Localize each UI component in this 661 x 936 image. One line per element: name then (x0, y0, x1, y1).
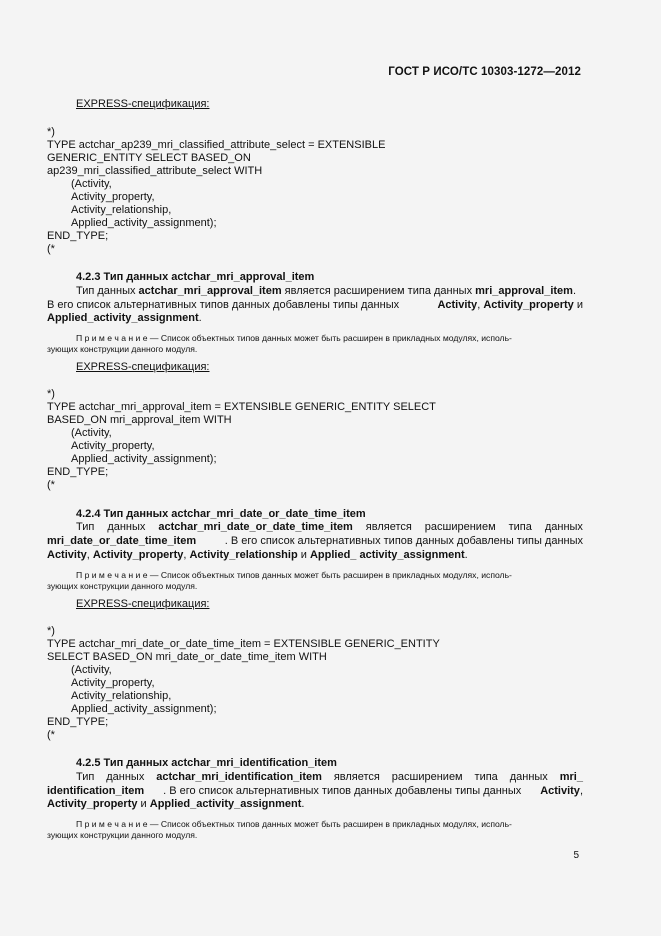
code-line: TYPE actchar_ap239_mri_classified_attribute_select = EXTENSIBLE (47, 139, 386, 151)
paragraph-line: Activity_property и Applied_activity_assignment. (47, 798, 305, 810)
code-line: Activity_property, (71, 440, 155, 452)
code-line: *) (47, 126, 55, 138)
note: зующих конструкции данного модуля. (47, 830, 198, 840)
code-line: END_TYPE; (47, 716, 109, 728)
code-line: (Activity, (71, 427, 112, 439)
code-line: (* (47, 243, 55, 255)
paragraph-line: Тип данных actchar_mri_approval_item является расширением типа данных mri_approval_item. (76, 285, 577, 297)
code-line: TYPE actchar_mri_date_or_date_time_item = EXTENSIBLE GENERIC_ENTITY (47, 638, 440, 650)
paragraph-line: Activity, Activity_property, Activity_relationship и Applied_ activity_assignment. (47, 549, 468, 561)
section-heading: 4.2.3 Тип данных actchar_mri_approval_item (76, 271, 315, 283)
section-heading: 4.2.4 Тип данных actchar_mri_date_or_date_time_item (76, 508, 366, 520)
code-line: (Activity, (71, 664, 112, 676)
code-line: (* (47, 729, 55, 741)
code-line: Activity_property, (71, 191, 155, 203)
code-line: Activity_relationship, (71, 690, 172, 702)
express-spec-label: EXPRESS-спецификация: (76, 598, 210, 610)
code-line: (Activity, (71, 178, 112, 190)
express-spec-label: EXPRESS-спецификация: (76, 98, 210, 110)
paragraph-line: Тип данных actchar_mri_identification_item является расширением типа данных mri_ (76, 771, 583, 783)
code-line: Activity_property, (71, 677, 155, 689)
note: П р и м е ч а н и е — Список объектных типов данных может быть расширен в прикладных модулях, исполь- (76, 570, 512, 580)
code-line: TYPE actchar_mri_approval_item = EXTENSIBLE GENERIC_ENTITY SELECT (47, 401, 436, 413)
note: П р и м е ч а н и е — Список объектных типов данных может быть расширен в прикладных модулях, исполь- (76, 333, 512, 343)
paragraph-line: identification_item . В его список альтернативных типов данных добавлены типы данных Activity, (47, 785, 583, 797)
code-line: END_TYPE; (47, 466, 109, 478)
paragraph-line: В его список альтернативных типов данных добавлены типы данных Activity, Activity_property и (47, 299, 583, 311)
code-line: (* (47, 479, 55, 491)
code-line: Applied_activity_assignment); (71, 217, 217, 229)
note: зующих конструкции данного модуля. (47, 344, 198, 354)
page-number: 5 (573, 850, 579, 861)
paragraph-line: Applied_activity_assignment. (47, 312, 202, 324)
code-line: Applied_activity_assignment); (71, 703, 217, 715)
paragraph-line: mri_date_or_date_time_item . В его список альтернативных типов данных добавлены типы данных (47, 535, 583, 547)
code-line: Applied_activity_assignment); (71, 453, 217, 465)
code-line: END_TYPE; (47, 230, 109, 242)
code-line: GENERIC_ENTITY SELECT BASED_ON (47, 152, 251, 164)
code-line: SELECT BASED_ON mri_date_or_date_time_item WITH (47, 651, 327, 663)
document-header: ГОСТ Р ИСО/ТС 10303-1272—2012 (388, 66, 581, 78)
paragraph-line: Тип данных actchar_mri_date_or_date_time_item является расширением типа данных (76, 521, 583, 533)
section-heading: 4.2.5 Тип данных actchar_mri_identification_item (76, 757, 337, 769)
code-line: *) (47, 625, 55, 637)
code-line: BASED_ON mri_approval_item WITH (47, 414, 232, 426)
code-line: *) (47, 388, 55, 400)
note: П р и м е ч а н и е — Список объектных типов данных может быть расширен в прикладных модулях, исполь- (76, 819, 512, 829)
express-spec-label: EXPRESS-спецификация: (76, 361, 210, 373)
note: зующих конструкции данного модуля. (47, 581, 198, 591)
code-line: ap239_mri_classified_attribute_select WITH (47, 165, 263, 177)
code-line: Activity_relationship, (71, 204, 172, 216)
